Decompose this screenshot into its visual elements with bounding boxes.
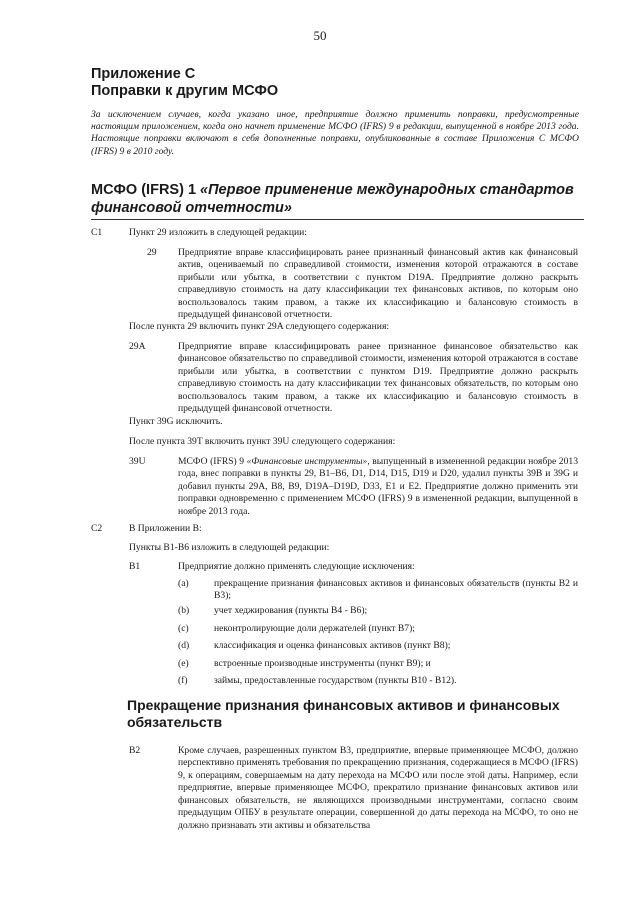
list-item-label: (f) — [178, 675, 188, 686]
paragraph-number-b1: B1 — [129, 561, 141, 572]
list-item: займы, предоставленные государством (пункты B10 - B12). — [214, 675, 457, 686]
section-heading-derecognition: Прекращение признания финансовых активов и финансовых обязательств — [127, 697, 560, 730]
instruction-line: Пункты B1-B6 изложить в следующей редакции: — [129, 542, 330, 553]
list-item: неконтролирующие доли держателей (пункт B7); — [214, 623, 415, 634]
list-item-label: (c) — [178, 623, 189, 634]
section-heading-ifrs1 — [91, 182, 591, 217]
list-item-label: (b) — [178, 605, 190, 616]
instruction-line: После пункта 29 включить пункт 29A следующего содержания: — [129, 321, 390, 332]
paragraph-number-b2: B2 — [129, 745, 141, 756]
instruction-line: После пункта 39T включить пункт 39U следующего содержания: — [129, 436, 396, 447]
list-item: встроенные производные инструменты (пункт B9); и — [214, 658, 431, 669]
list-item: классификация и оценка финансовых активов (пункт B8); — [214, 640, 451, 651]
clause-code-c2: C2 — [91, 523, 103, 534]
heading-underline — [91, 219, 584, 220]
list-item: прекращение признания финансовых активов и финансовых обязательств (пункты B2 и B3); — [214, 578, 578, 602]
paragraph-39u-standard-title: «Финансовые инструменты» — [246, 456, 368, 467]
intro-note: За исключением случаев, когда указано иное, предприятие должно применить поправки, предусмотренные настоящим приложением, когда оно начнет применение МСФО (IFRS) 9 в редакции, выпущенной в ноябре 2013 года. Настоящие поправки включают в себя дополненные поправки, опубликованные в составе Приложения C МСФО (IFRS) 9 в 2010 году. — [91, 109, 579, 157]
appendix-subtitle: Поправки к другим МСФО — [91, 83, 279, 99]
clause-code-c1: C1 — [91, 227, 103, 238]
paragraph-number-39u: 39U — [129, 456, 146, 467]
paragraph-b1: Предприятие должно применять следующие исключения: — [178, 561, 415, 572]
list-item: учет хеджирования (пункты B4 - B6); — [214, 605, 368, 616]
list-item-label: (a) — [178, 578, 189, 589]
list-item-label: (e) — [178, 658, 189, 669]
paragraph-number-29a: 29A — [129, 341, 146, 352]
page-number: 50 — [313, 28, 327, 43]
paragraph-39u — [178, 456, 578, 518]
list-item-label: (d) — [178, 640, 190, 651]
paragraph-39u-body: , выпущенный в измененной редакции ноябре 2013 года, внес поправки в пункты 29, B1–B6, D1, D14, D15, D19 и D20, удалил пункты 39B и 39G и добавил пункты 29A, B8, B9, D19A–D19D, D33, E1 и E2. Предприятие должно применить эти поправки одновременно с применением МСФО (IFRS) 9 в измененной редакции, выпущенной в ноябре 2013 года. — [178, 456, 578, 517]
instruction-line: В Приложении B: — [129, 523, 202, 534]
paragraph-29: Предприятие вправе классифицировать ранее признанный финансовый актив как финансовый актив, оцениваемый по справедливой стоимости, изменения которой отражаются в составе прибыли или убытка, в соответствии с пунктом D19A. Предприятие должно раскрыть справедливую стоимость на дату классификации тех финансовых активов, по которым оно воспользовалось таким правом, а также их классификацию и балансовую стоимость в предыдущей финансовой отчетности. — [178, 247, 578, 321]
paragraph-number-29: 29 — [147, 247, 157, 258]
paragraph-29a: Предприятие вправе классифицировать ранее признанное финансовое обязательство как финансовое обязательство по справедливой стоимости, изменения которой отражаются в составе прибыли или убытка, в соответствии с пунктом D19. Предприятие должно раскрыть справедливую стоимость на дату классификации тех финансовых обязательств, по которым оно воспользовалось таким правом, а также их классификацию и балансовую стоимость в предыдущей финансовой отчетности. — [178, 341, 578, 415]
paragraph-b2: Кроме случаев, разрешенных пунктом B3, предприятие, впервые применяющее МСФО, должно перспективно применять требования по прекращению признания, содержащиеся в МСФО (IFRS) 9, к операциям, совершаемым на дату перехода на МСФО или после этой даты. Например, если предприятие, впервые применяющее МСФО, прекратило признание финансовых активов или финансовых обязательств, не являющихся производными инструментами, согласно своим предыдущим ОПБУ в результате операции, совершенной до даты перехода на МСФО, то оно не должно признавать эти активы и обязательства — [178, 745, 578, 831]
instruction-line: Пункт 29 изложить в следующей редакции: — [129, 227, 307, 238]
instruction-line: Пункт 39G исключить. — [129, 416, 223, 427]
appendix-title: Приложение C — [91, 66, 196, 82]
section-heading-prefix: МСФО (IFRS) 1 — [91, 182, 201, 198]
paragraph-39u-lead: МСФО (IFRS) 9 — [178, 456, 247, 467]
section-heading-title: «Первое применение международных стандартов финансовой отчетности» — [91, 182, 574, 216]
